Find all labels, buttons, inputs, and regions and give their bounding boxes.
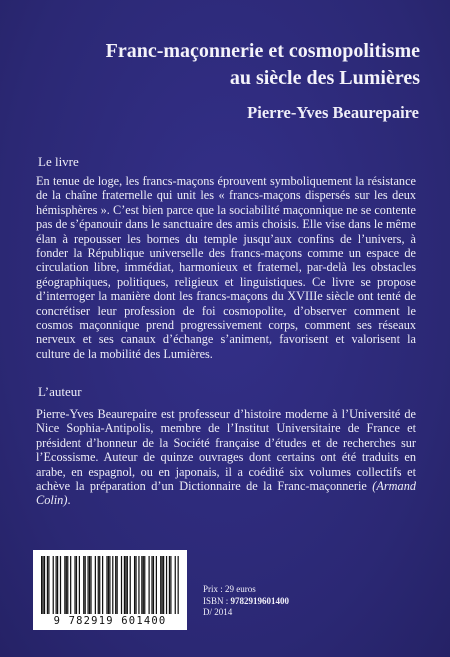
legal-deposit: D/ 2014 [203, 607, 233, 617]
barcode-bar [130, 556, 131, 614]
price-info [203, 584, 289, 619]
barcode-bar [135, 556, 136, 614]
barcode-bar [48, 556, 49, 614]
barcode-bar [76, 556, 77, 614]
author-name: Pierre-Yves Beaurepaire [247, 103, 419, 122]
author-bio [36, 407, 416, 507]
barcode-bar [170, 556, 171, 614]
section-heading-auteur: L’auteur [38, 384, 82, 399]
barcode-bar [117, 556, 118, 614]
barcode-bar [64, 556, 65, 614]
barcode-bar [79, 556, 80, 614]
barcode-digits: 9 782919 601400 [53, 615, 167, 627]
barcode-bar [166, 556, 167, 614]
author-bio-text: Pierre-Yves Beaurepaire est professeur d’histoire moderne à l’Université de Nice Sophia-Antipolis, membre de l’Institut Universitaire de France et président d’honneur de la Société française d’études et de recherches sur l’Ecossisme. Auteur de quinze ouvrages dont certains ont été traduits en arabe, en espagnol, ou en japonais, il a coédité six volumes collectifs et achève la préparation d’un Dictionnaire de la Franc-maçonnerie [36, 407, 416, 494]
barcode-bar [85, 556, 86, 614]
barcode-bar [163, 556, 164, 614]
title-line-1: Franc-maçonnerie et cosmopolitisme [105, 40, 420, 62]
barcode-bar [44, 556, 45, 614]
barcode-bar [112, 556, 113, 614]
barcode-bar [143, 556, 144, 614]
barcode-bar [121, 556, 122, 614]
barcode-bar [109, 556, 110, 614]
book-title [40, 38, 420, 92]
publisher-name: (Armand Colin) [36, 479, 416, 507]
isbn-line [203, 596, 289, 608]
barcode-bar [153, 556, 154, 614]
isbn-label: ISBN : [203, 595, 231, 606]
barcode-bar [127, 556, 128, 614]
barcode-bar [162, 556, 163, 614]
barcode-bar [124, 556, 125, 614]
barcode-bar [160, 556, 161, 614]
barcode-bar [138, 556, 139, 614]
barcode-bar [57, 556, 58, 614]
barcode-bar [87, 556, 88, 614]
price-label: Prix : 29 euros [203, 584, 256, 594]
barcode-bar [74, 556, 75, 614]
barcode-bar [175, 556, 176, 614]
barcode-bar [60, 556, 61, 614]
barcode-bar [42, 556, 43, 614]
barcode-bar [141, 556, 142, 614]
title-line-2: au siècle des Lumières [229, 67, 420, 89]
barcode-bar [70, 556, 71, 614]
barcode-bar [53, 556, 54, 614]
barcode-bar [56, 556, 57, 614]
barcode [33, 550, 187, 630]
barcode-bar [66, 556, 67, 614]
barcode-bar [115, 556, 116, 614]
barcode-bar [95, 556, 96, 614]
isbn-value: 9782919601400 [230, 595, 290, 606]
section-heading-livre: Le livre [38, 154, 79, 169]
barcode-bar [67, 556, 68, 614]
barcode-bar [108, 556, 109, 614]
barcode-bar [83, 556, 84, 614]
barcode-bar [169, 556, 170, 614]
barcode-bar [41, 556, 42, 614]
barcode-bar [156, 556, 157, 614]
barcode-bars [41, 556, 179, 614]
barcode-bar [148, 556, 149, 614]
barcode-bar [125, 556, 126, 614]
barcode-bar [178, 556, 179, 614]
barcode-bar [106, 556, 107, 614]
barcode-bar [98, 556, 99, 614]
book-description: En tenue de loge, les francs-maçons éprouvent symboliquement la résistance de la chaîne fraternelle qui unit les « francs-maçons dispersés sur les deux hémisphères ». C’est bien parce que la sociabilité maçonnique ne se contente pas de s’épanouir dans le sanctuaire des amis choisis. Elle vise dans le même élan à repousser les bornes du temple jusqu’aux confins de l’univers, à fonder la République universelle des francs-maçons comme un espace de circulation libre, immédiat, harmonieux et fraternel, par-delà les obstacles géographiques, politiques, religieux et linguistiques. Ce livre se propose d’interroger la manière dont les francs-maçons du XVIIIe siècle ont tenté de concrétiser leur profession de foi cosmopolite, d’observer comment le cosmos maçonnique prend progressivement corps, comment ses réseaux nerveux et ses canaux d’échange s’animent, favorisent et valorisent la culture de la mobilité des Lumières. [36, 174, 416, 361]
barcode-bar [151, 556, 152, 614]
barcode-bar [134, 556, 135, 614]
barcode-bar [144, 556, 145, 614]
barcode-bar [90, 556, 91, 614]
barcode-bar [99, 556, 100, 614]
barcode-bar [47, 556, 48, 614]
barcode-bar [102, 556, 103, 614]
author-bio-end: . [67, 493, 71, 507]
barcode-bar [89, 556, 90, 614]
